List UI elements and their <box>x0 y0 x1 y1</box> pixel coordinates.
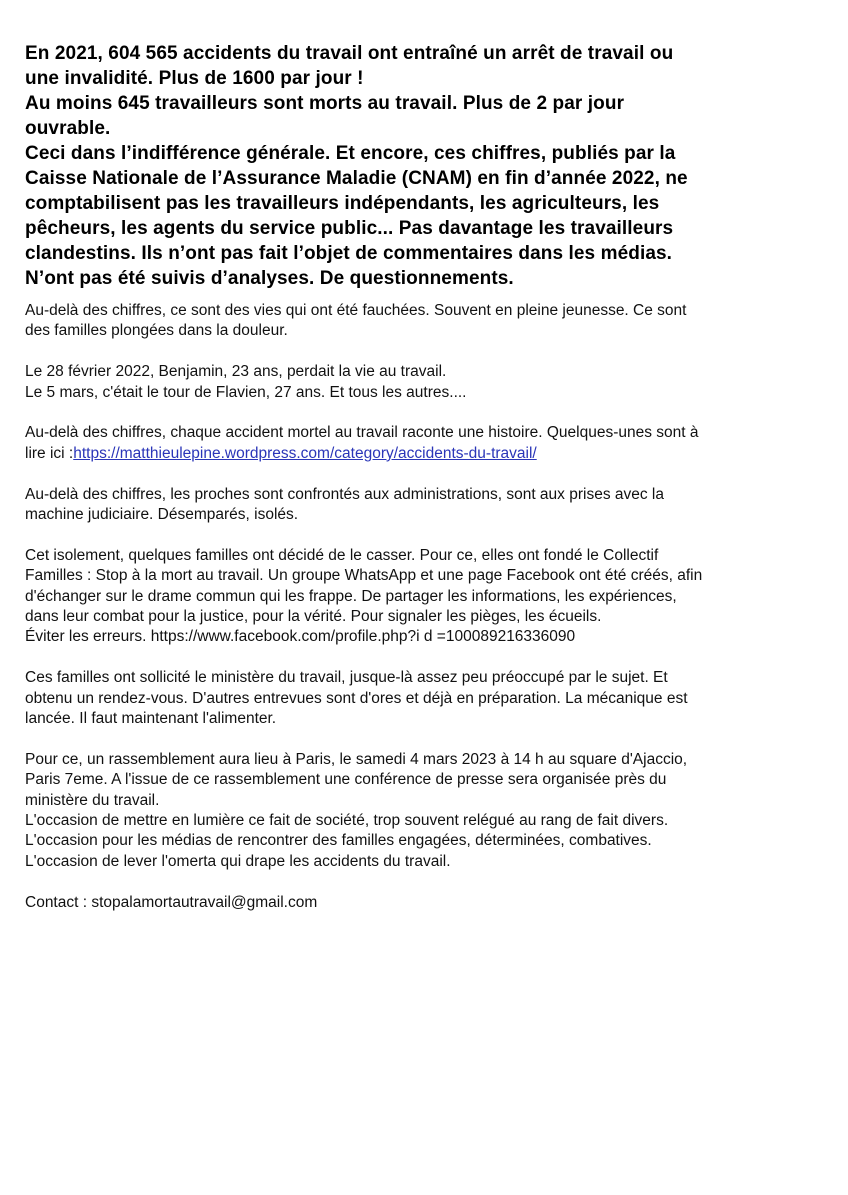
headline-line: Caisse Nationale de l’Assurance Maladie (CNAM) en fin d’année 2022, ne <box>25 168 688 189</box>
paragraph <box>25 485 798 526</box>
headline-line: ouvrable. <box>25 118 111 139</box>
body-line: dans leur combat pour la justice, pour la vérité. Pour signaler les pièges, les écueils. <box>25 608 602 626</box>
headline-block <box>25 41 798 291</box>
body-line: obtenu un rendez-vous. D'autres entrevues sont d'ores et déjà en préparation. La mécanique est <box>25 689 688 707</box>
body-line: L'occasion pour les médias de rencontrer des familles engagées, déterminées, combatives. <box>25 832 652 850</box>
body-line: Pour ce, un rassemblement aura lieu à Paris, le samedi 4 mars 2023 à 14 h au square d'Ajaccio, <box>25 750 688 768</box>
paragraph <box>25 893 798 913</box>
headline-line: comptabilisent pas les travailleurs indépendants, les agriculteurs, les <box>25 193 660 214</box>
headline-line: N’ont pas été suivis d’analyses. De questionnements. <box>25 268 514 289</box>
link-prefix-text: lire ici : <box>25 444 74 462</box>
contact-email-line: Contact : stopalamortautravail@gmail.com <box>25 893 318 911</box>
body-line: L'occasion de mettre en lumière ce fait de société, trop souvent relégué au rang de fait divers. <box>25 812 669 830</box>
headline-line: Au moins 645 travailleurs sont morts au travail. Plus de 2 par jour <box>25 93 625 114</box>
body-line: Familles : Stop à la mort au travail. Un groupe WhatsApp et une page Facebook ont été créés, afin <box>25 567 703 585</box>
paragraph <box>25 668 798 729</box>
paragraph <box>25 423 798 464</box>
paragraph <box>25 362 798 403</box>
body-line: Ces familles ont sollicité le ministère du travail, jusque-là assez peu préoccupé par le sujet. Et <box>25 669 668 687</box>
body-line: machine judiciaire. Désemparés, isolés. <box>25 506 299 524</box>
headline-line: pêcheurs, les agents du service public... Pas davantage les travailleurs <box>25 218 674 239</box>
headline-line: clandestins. Ils n’ont pas fait l’objet de commentaires dans les médias. <box>25 243 673 264</box>
body-line: ministère du travail. <box>25 791 160 809</box>
headline-line: En 2021, 604 565 accidents du travail ont entraîné un arrêt de travail ou <box>25 43 674 64</box>
body-line: Le 28 février 2022, Benjamin, 23 ans, perdait la vie au travail. <box>25 363 447 381</box>
wordpress-accidents-link[interactable]: https://matthieulepine.wordpress.com/category/accidents-du-travail/ <box>73 444 537 462</box>
body-line: Au-delà des chiffres, ce sont des vies qui ont été fauchées. Souvent en pleine jeunesse. Ce sont <box>25 302 687 319</box>
paragraph <box>25 301 798 342</box>
body-line-facebook-url: Éviter les erreurs. https://www.facebook.com/profile.php?i d =100089216336090 <box>25 628 576 646</box>
body-line: Cet isolement, quelques familles ont décidé de le casser. Pour ce, elles ont fondé le Collectif <box>25 546 659 564</box>
body-line: des familles plongées dans la douleur. <box>25 322 288 340</box>
body-line: Paris 7eme. A l'issue de ce rassemblement une conférence de presse sera organisée près du <box>25 771 667 789</box>
paragraph <box>25 546 798 648</box>
body-line: L'occasion de lever l'omerta qui drape les accidents du travail. <box>25 852 451 870</box>
headline-line: Ceci dans l’indifférence générale. Et encore, ces chiffres, publiés par la <box>25 143 676 164</box>
body-line: Au-delà des chiffres, les proches sont confrontés aux administrations, sont aux prises avec la <box>25 485 664 503</box>
body-line: d'échanger sur le drame commun qui les frappe. De partager les informations, les expériences, <box>25 587 677 605</box>
paragraph <box>25 750 798 872</box>
body-line: Le 5 mars, c'était le tour de Flavien, 27 ans. Et tous les autres.... <box>25 383 467 401</box>
body-line: lancée. Il faut maintenant l'alimenter. <box>25 710 277 728</box>
body-line: Au-delà des chiffres, chaque accident mortel au travail raconte une histoire. Quelques-unes sont à <box>25 424 699 442</box>
headline-line: une invalidité. Plus de 1600 par jour ! <box>25 68 364 89</box>
body-line-with-link <box>25 444 798 464</box>
